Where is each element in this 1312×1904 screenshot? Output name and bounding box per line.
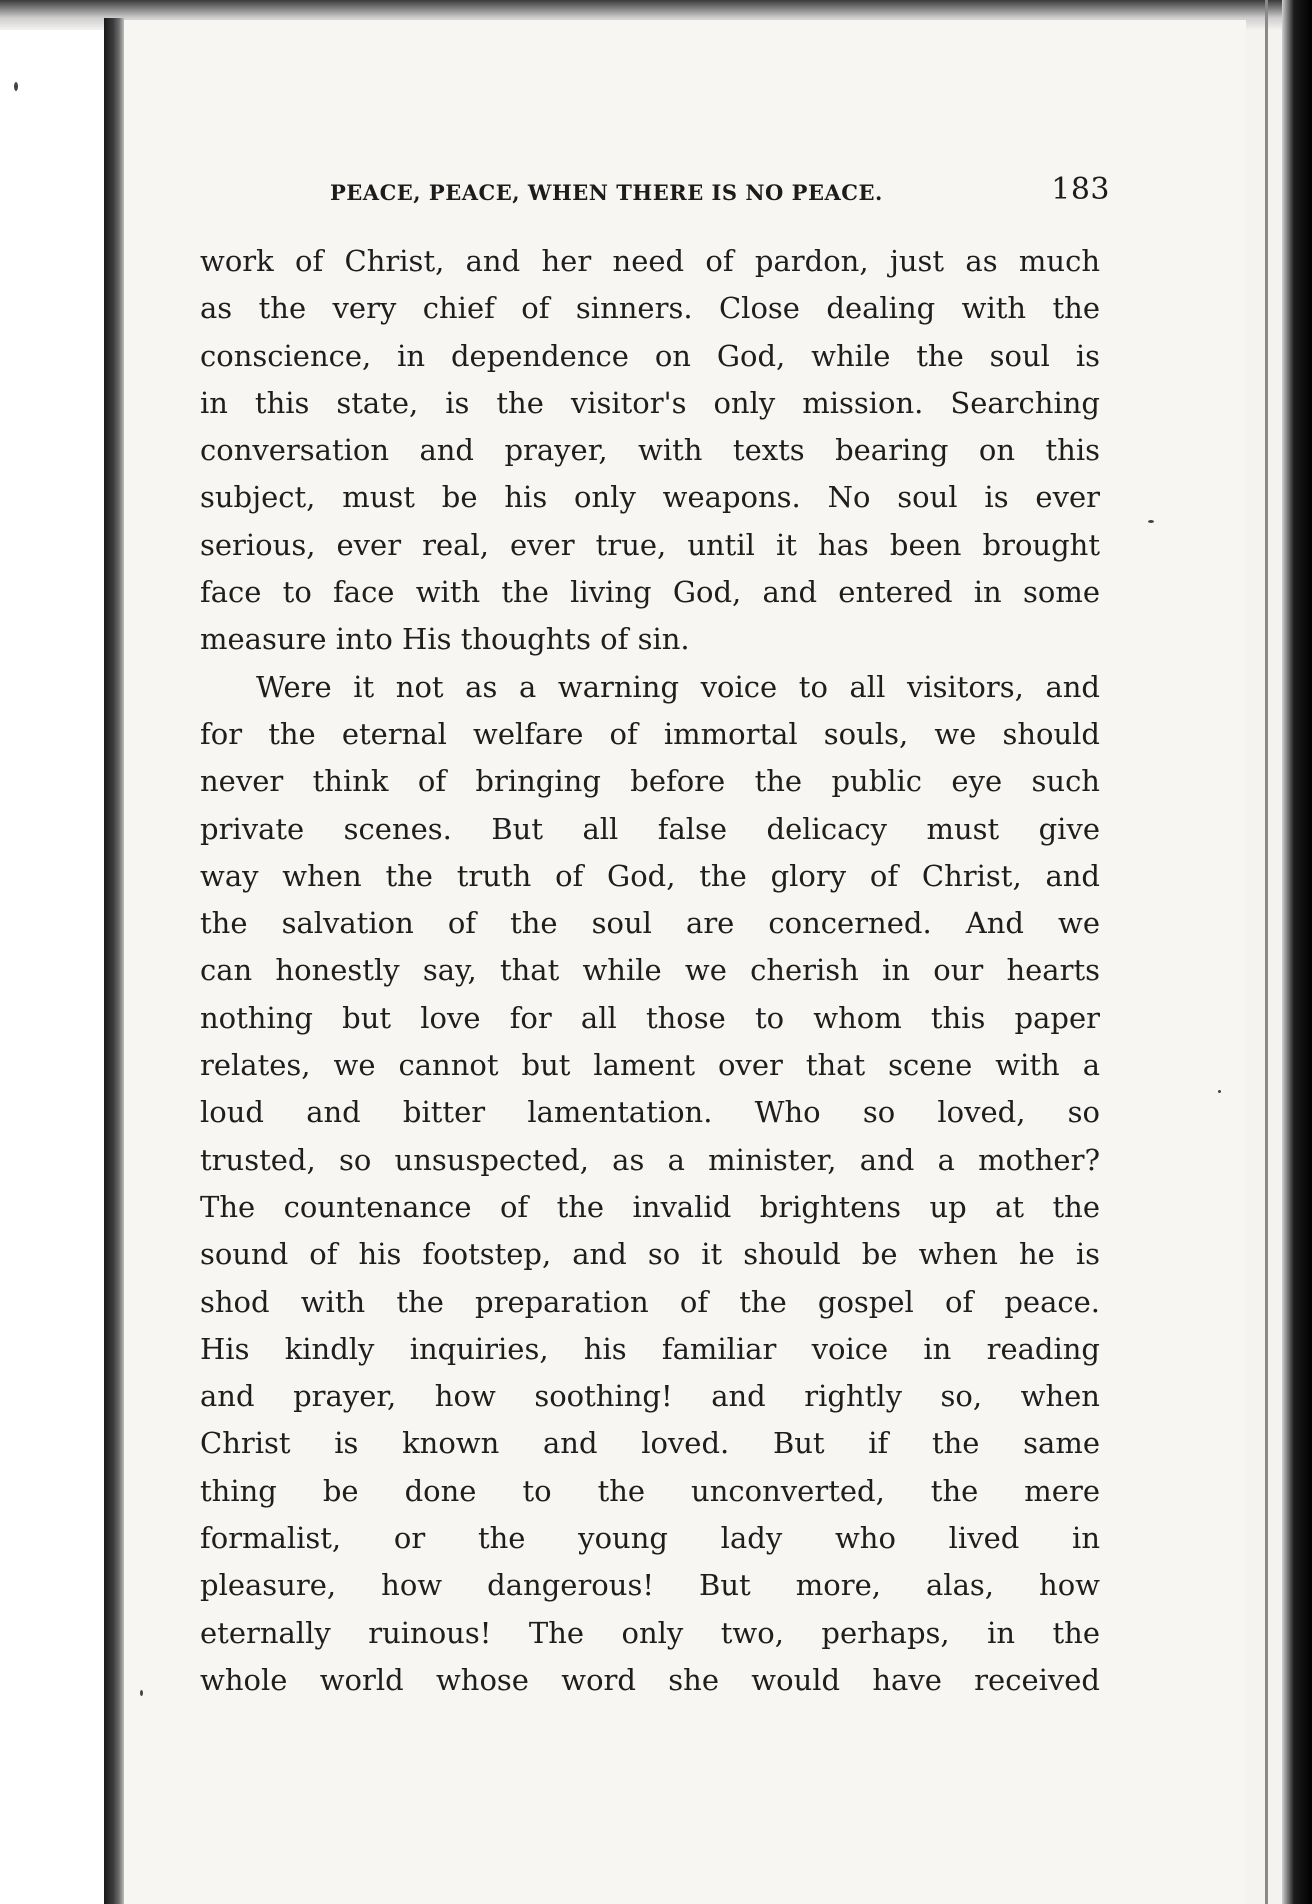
text-line: as the very chief of sinners. Close dealing with the [200, 291, 1100, 326]
scan-speck [1148, 520, 1154, 523]
text-line: Were it not as a warning voice to all visitors, and [256, 669, 1100, 704]
right-scan-edge [1282, 0, 1312, 1904]
body-text [200, 238, 1100, 1704]
text-line: face to face with the living God, and entered in some [200, 575, 1100, 610]
page-number: 183 [1051, 172, 1110, 207]
text-line: never think of bringing before the public eye such [200, 764, 1100, 799]
text-line: formalist, or the young lady who lived in [200, 1521, 1100, 1556]
text-line: sound of his footstep, and so it should be when he is [200, 1237, 1100, 1272]
text-line: measure into His thoughts of sin. [200, 622, 690, 657]
text-line: loud and bitter lamentation. Who so loved, so [200, 1095, 1100, 1130]
text-line: pleasure, how dangerous! But more, alas, how [200, 1568, 1100, 1603]
text-line: way when the truth of God, the glory of Christ, and [200, 858, 1100, 893]
text-line: work of Christ, and her need of pardon, just as much [200, 244, 1100, 278]
text-line: relates, we cannot but lament over that scene with a [200, 1048, 1100, 1083]
scan-speck [140, 1690, 143, 1696]
scan-speck [1218, 1090, 1221, 1093]
right-page-edge-line [1265, 0, 1268, 1904]
text-line: the salvation of the soul are concerned. And we [200, 906, 1100, 941]
running-head [330, 172, 1110, 216]
text-line: His kindly inquiries, his familiar voice in reading [200, 1331, 1100, 1366]
text-line: and prayer, how soothing! and rightly so, when [200, 1379, 1100, 1414]
text-line: conscience, in dependence on God, while the soul is [200, 338, 1100, 373]
text-line: thing be done to the unconverted, the mere [200, 1473, 1100, 1508]
text-line: conversation and prayer, with texts bearing on this [200, 433, 1100, 468]
scan-speck [14, 82, 18, 91]
text-line: for the eternal welfare of immortal souls, we should [200, 716, 1100, 751]
text-line: serious, ever real, ever true, until it has been brought [200, 527, 1100, 562]
text-line: nothing but love for all those to whom this paper [200, 1000, 1100, 1035]
text-line: shod with the preparation of the gospel of peace. [200, 1284, 1100, 1319]
text-line: Christ is known and loved. But if the same [200, 1426, 1100, 1461]
text-line: whole world whose word she would have received [200, 1662, 1100, 1697]
paragraph-2 [200, 664, 1100, 1705]
text-line: can honestly say, that while we cherish in our hearts [200, 953, 1100, 988]
text-line: subject, must be his only weapons. No soul is ever [200, 480, 1100, 515]
text-line: in this state, is the visitor's only mission. Searching [200, 385, 1100, 420]
text-line: private scenes. But all false delicacy must give [200, 811, 1100, 846]
left-margin [0, 0, 110, 1904]
paragraph-1 [200, 238, 1100, 664]
text-line: trusted, so unsuspected, as a minister, and a mother? [200, 1142, 1100, 1177]
text-line: eternally ruinous! The only two, perhaps, in the [200, 1615, 1100, 1650]
text-line: The countenance of the invalid brightens up at the [200, 1189, 1100, 1224]
running-head-title: PEACE, PEACE, WHEN THERE IS NO PEACE. [330, 180, 883, 205]
book-binding-shadow [104, 18, 124, 1904]
